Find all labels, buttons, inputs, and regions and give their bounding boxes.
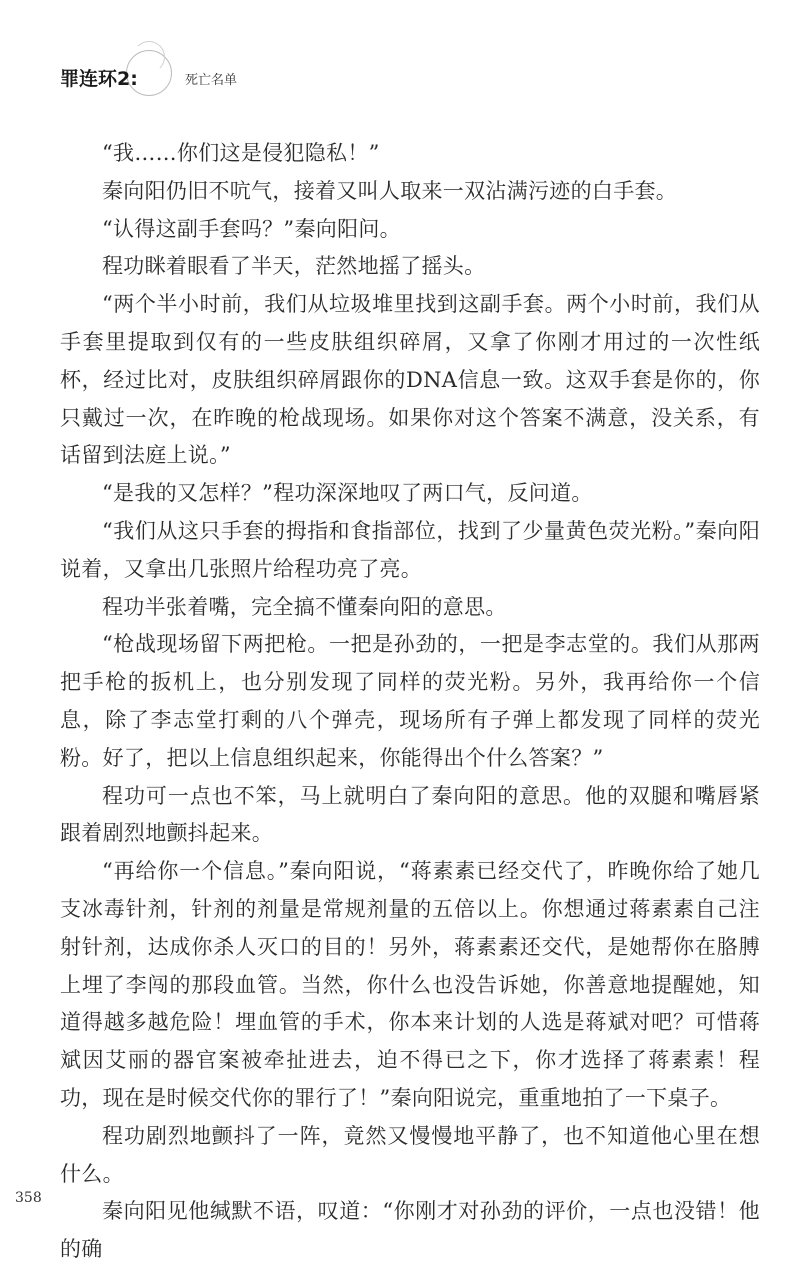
paragraph: “两个半小时前，我们从垃圾堆里找到这副手套。两个小时前，我们从手套里提取到仅有的一些皮肤组织碎屑，又拿了你刚才用过的一次性纸杯，经过比对，皮肤组织碎屑跟你的DNA信息一致。这双手套是你的，你只戴过一次，在昨晚的枪战现场。如果你对这个答案不满意，没关系，有话留到法庭上说。” (60, 292, 760, 468)
page-number: 358 (15, 1190, 42, 1206)
paragraph: 秦向阳仍旧不吭气，接着又叫人取来一双沾满污迹的白手套。 (102, 178, 678, 203)
page-body (60, 135, 760, 1269)
book-subtitle: 死亡名单 (185, 73, 238, 88)
paragraph: 程功剧烈地颤抖了一阵，竟然又慢慢地平静了，也不知道他心里在想什么。 (60, 1123, 760, 1186)
paragraph: “再给你一个信息。”秦向阳说，“蒋素素已经交代了，昨晚你给了她几支冰毒针剂，针剂的剂量是常规剂量的五倍以上。你想通过蒋素素自己注射针剂，达成你杀人灭口的目的！另外，蒋素素还交代，是她帮你在胳膊上埋了李闯的那段血管。当然，你什么也没告诉她，你善意地提醒她，知道得越多越危险！埋血管的手术，你本来计划的人选是蒋斌对吧？可惜蒋斌因艾丽的器官案被牵扯进去，迫不得已之下，你才选择了蒋素素！程功，现在是时候交代你的罪行了！”秦向阳说完，重重地拍了一下桌子。 (60, 859, 760, 1110)
paragraph: “我……你们这是侵犯隐私！” (102, 141, 380, 165)
running-header (60, 50, 360, 100)
paragraph: “是我的又怎样？”程功深深地叹了两口气，反问道。 (102, 481, 593, 506)
paragraph: 程功可一点也不笨，马上就明白了秦向阳的意思。他的双腿和嘴唇紧跟着剧烈地颤抖起来。 (60, 783, 760, 846)
paragraph: “认得这副手套吗？”秦向阳问。 (102, 216, 401, 241)
paragraph: 程功眯着眼看了半天，茫然地摇了摇头。 (102, 254, 486, 279)
paragraph: 程功半张着嘴，完全搞不懂秦向阳的意思。 (102, 594, 507, 619)
book-title: 罪连环2: (60, 68, 138, 90)
paragraph: 秦向阳见他缄默不语，叹道：“你刚才对孙劲的评价，一点也没错！他的确 (60, 1199, 760, 1262)
paragraph: “枪战现场留下两把枪。一把是孙劲的，一把是李志堂的。我们从那两把手枪的扳机上，也分别发现了同样的荧光粉。另外，我再给你一个信息，除了李志堂打剩的八个弹壳，现场所有子弹上都发现了同样的荧光粉。好了，把以上信息组织起来，你能得出个什么答案？” (60, 632, 760, 770)
paragraph: “我们从这只手套的拇指和食指部位，找到了少量黄色荧光粉。”秦向阳说着，又拿出几张照片给程功亮了亮。 (60, 518, 760, 581)
